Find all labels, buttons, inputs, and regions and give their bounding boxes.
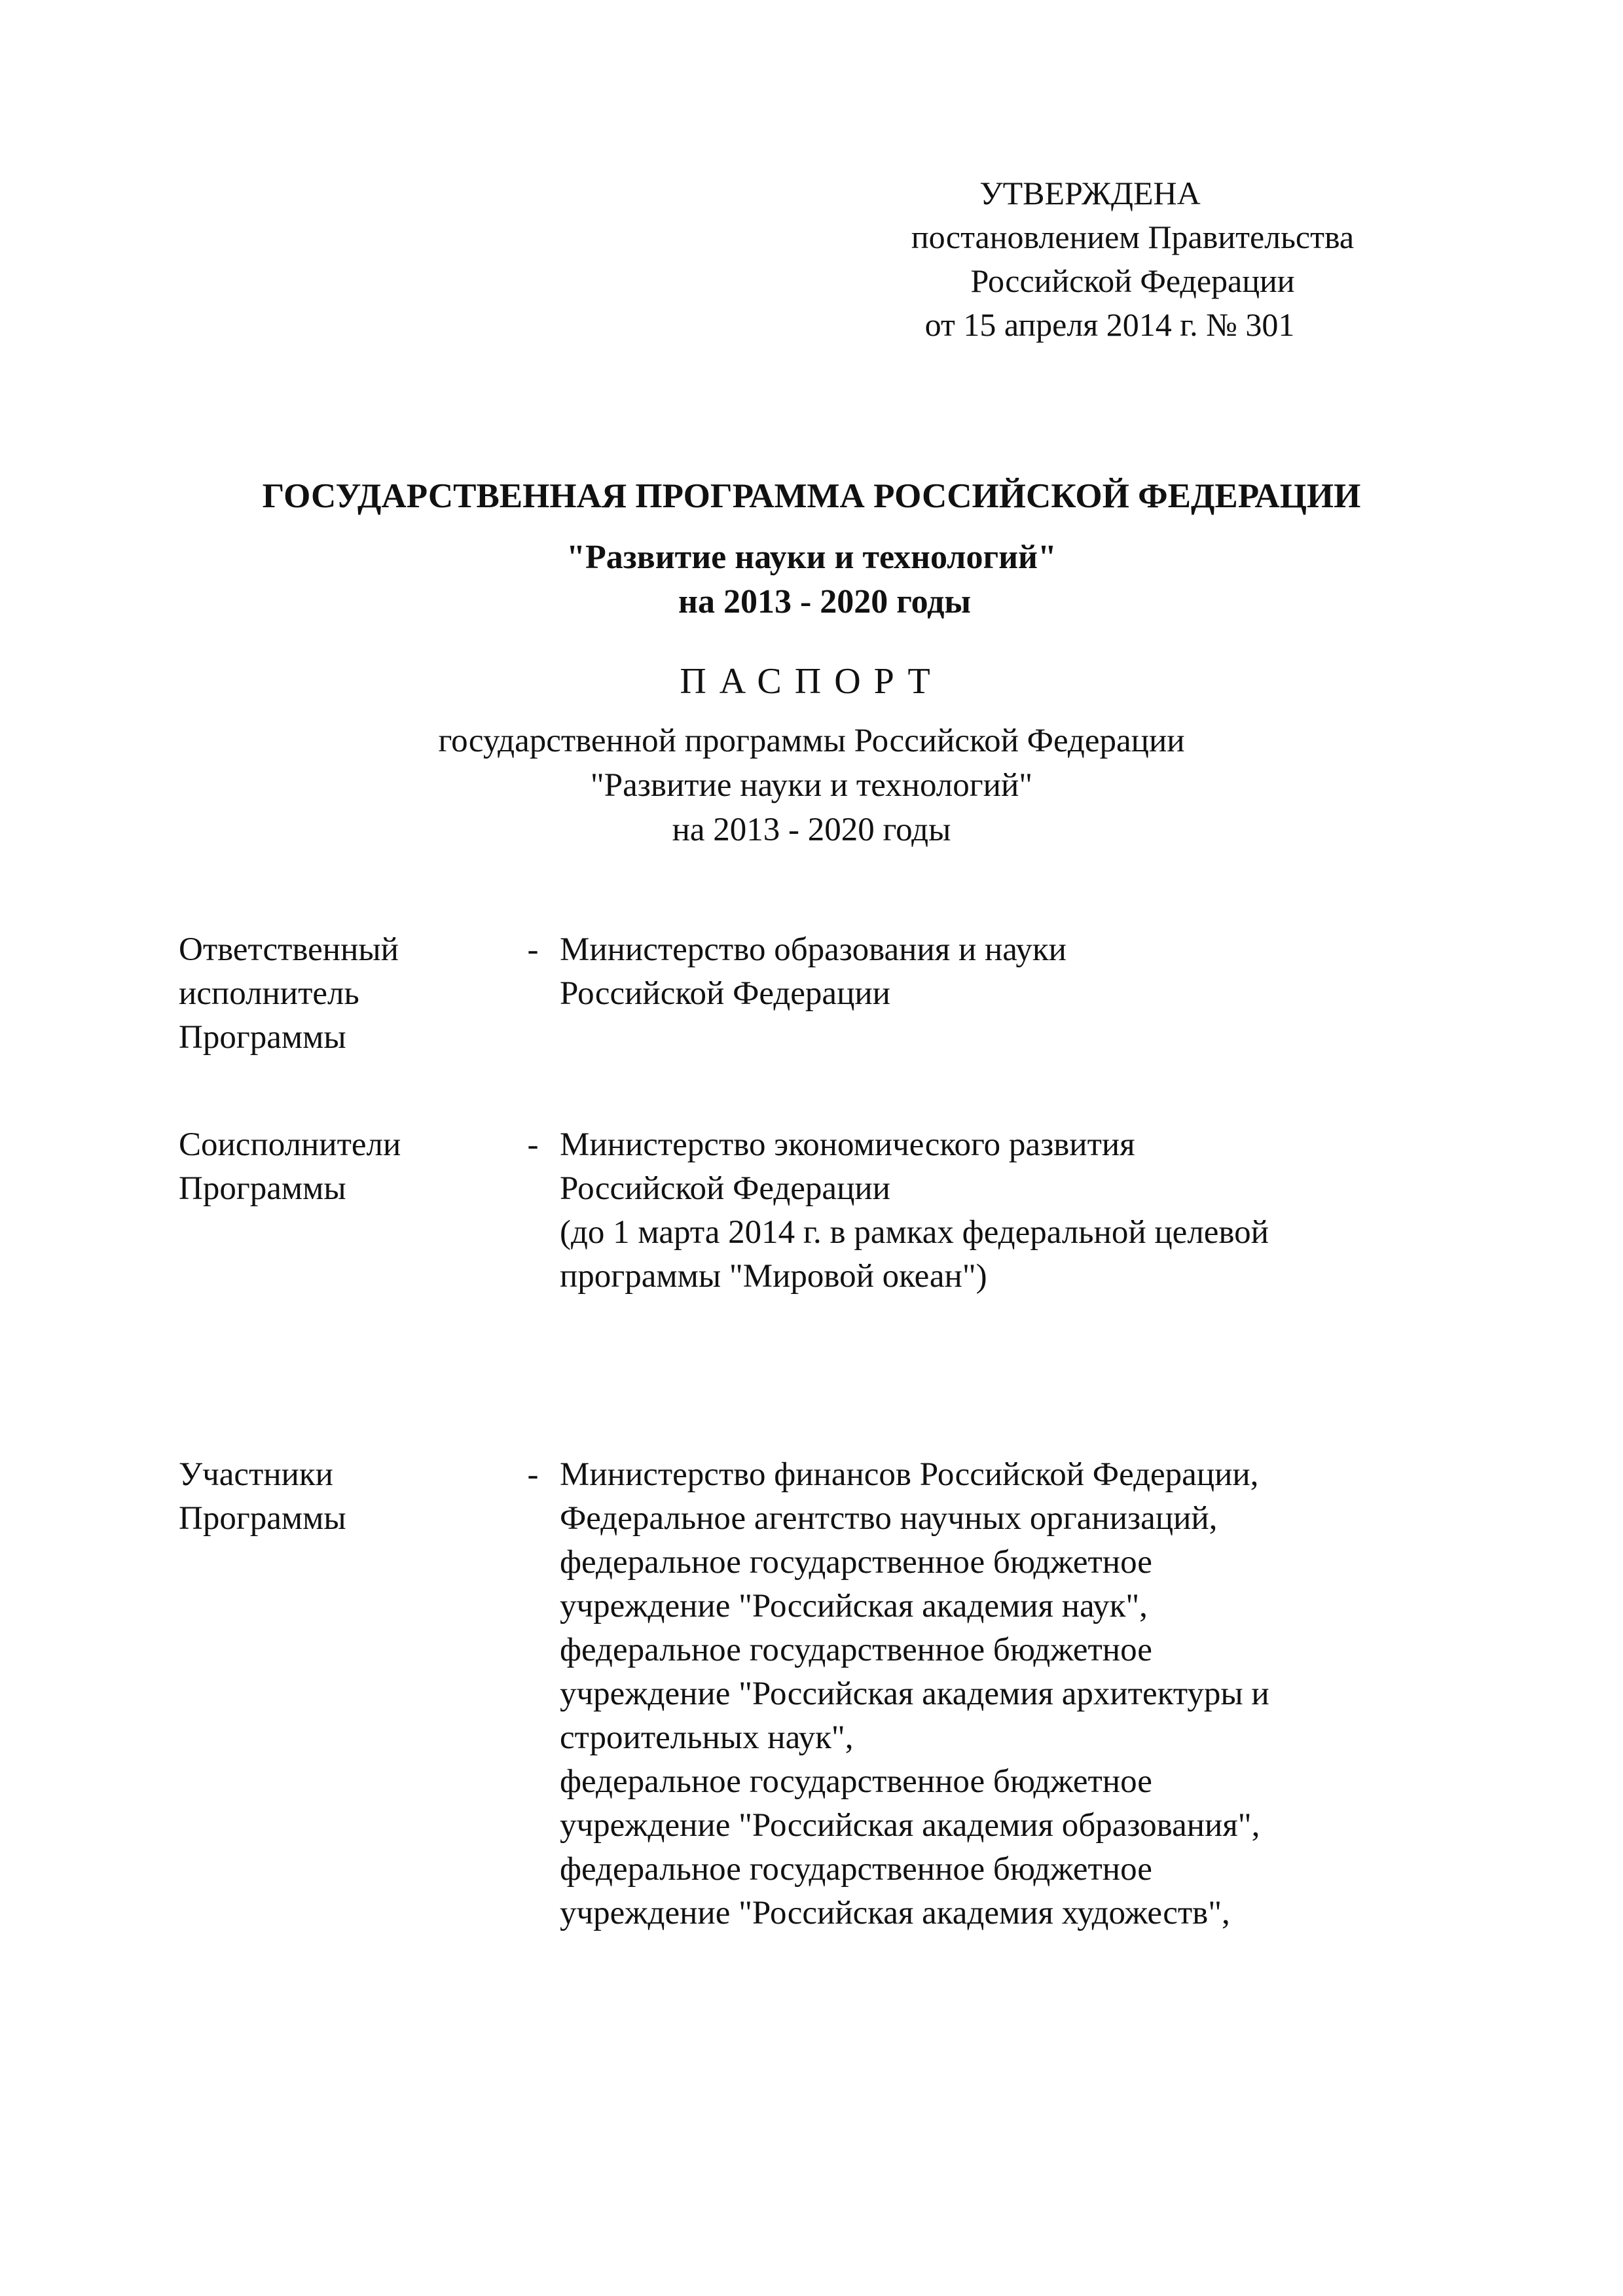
row-value: Министерство экономического развития Российской Федерации (до 1 марта 2014 г. в рамках федеральной целевой программы "Мировой океан") bbox=[560, 1126, 1269, 1295]
row-dash: - bbox=[527, 1126, 539, 1163]
passport-subtitle bbox=[0, 719, 1623, 852]
approval-stamp bbox=[864, 171, 1401, 347]
program-period: на 2013 - 2020 годы bbox=[678, 583, 971, 620]
passport-subtitle-line1: государственной программы Российской Федерации bbox=[438, 723, 1185, 759]
row-dash: - bbox=[527, 931, 539, 968]
row-label: Участники Программы bbox=[179, 1456, 346, 1537]
row-value: Министерство финансов Российской Федерации, Федеральное агентство научных организаций, федеральное государственное бюджетное учреждение "Российская академия наук", федеральное государственное бюджетное учреждение "Российская академия архитектуры и строительных наук", федеральное государственное бюджетное учреждение "Российская академия образования", федеральное государственное бюджетное учреждение "Российская академия художеств", bbox=[560, 1456, 1269, 1931]
row-label: Соисполнители Программы bbox=[179, 1126, 401, 1207]
program-name: "Развитие науки и технологий" bbox=[566, 539, 1057, 576]
passport-subtitle-line2: "Развитие науки и технологий" bbox=[590, 767, 1033, 804]
approved-label: УТВЕРЖДЕНА bbox=[979, 175, 1201, 211]
passport-row-participants bbox=[179, 1453, 1423, 1935]
passport-row-co-executors bbox=[179, 1123, 1423, 1299]
approval-decree-line: постановлением Правительства bbox=[911, 219, 1355, 255]
program-title: ГОСУДАРСТВЕННАЯ ПРОГРАММА РОССИЙСКОЙ ФЕДЕРАЦИИ bbox=[262, 477, 1361, 515]
row-label: Ответственный исполнитель Программы bbox=[179, 931, 399, 1056]
passport-heading: ПАСПОРТ bbox=[680, 661, 943, 702]
row-value: Министерство образования и науки Российской Федерации bbox=[560, 931, 1067, 1012]
passport-subtitle-line3: на 2013 - 2020 годы bbox=[672, 812, 951, 848]
approval-date-number: от 15 апреля 2014 г. № 301 bbox=[924, 306, 1295, 343]
approval-government-line: Российской Федерации bbox=[970, 262, 1295, 299]
row-dash: - bbox=[527, 1456, 539, 1493]
passport-table bbox=[179, 928, 1423, 1935]
passport-row-responsible-executor bbox=[179, 928, 1423, 1060]
program-subtitle bbox=[0, 535, 1623, 624]
